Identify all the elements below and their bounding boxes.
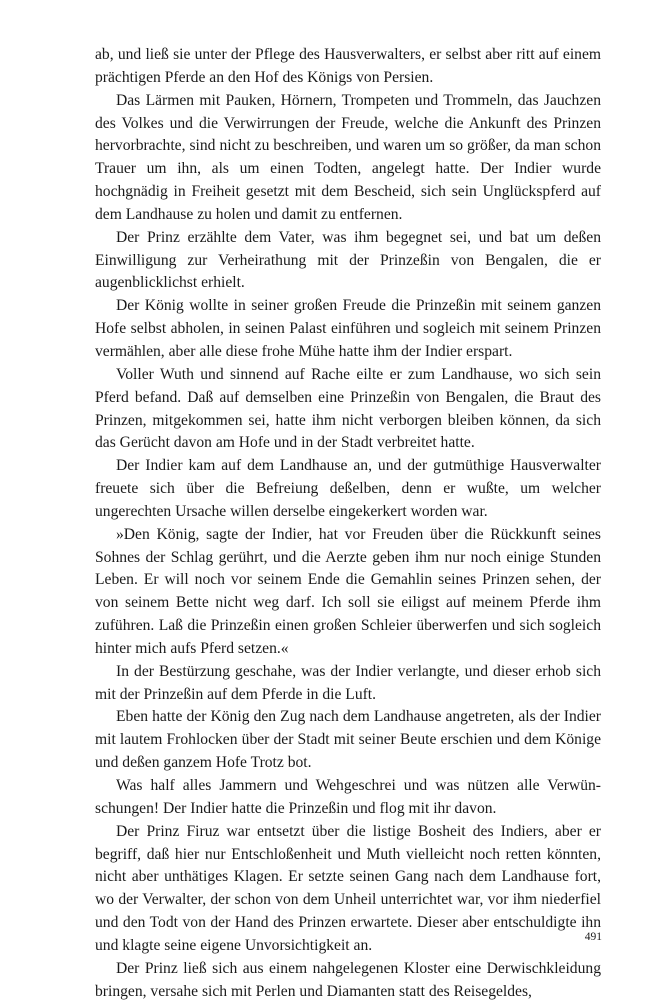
paragraph: ab, und ließ sie unter der Pflege des Hausverwalters, er selbst aber ritt auf einem prächtigen Pferde an den Hof des Königs von Persien.: [95, 46, 601, 86]
paragraph: Voller Wuth und sinnend auf Rache eilte er zum Landhause, wo sich sein Pferd befand. Daß auf demselben eine Prinzeßin von Bengalen, die Braut des Prinzen, mitgekommen sei, hatte ihm nicht verborgen bleiben können, da sich das Gerücht davon am Hofe und in der Stadt verbreitet hatte.: [95, 365, 601, 452]
paragraph: In der Bestürzung geschahe, was der Indier verlangte, und dieser erhob sich mit der Prinzeßin auf dem Pferde in die Luft.: [95, 662, 601, 703]
paragraph: Der Prinz ließ sich aus einem nahgelegenen Kloster eine Derwischkleidung bringen, versahe sich mit Perlen und Diamanten statt des Reisegeldes,: [95, 959, 601, 1000]
paragraph: Der Prinz erzählte dem Vater, was ihm begegnet sei, und bat um deßen Einwilligung zur Verheirathung mit der Prinzeßin von Bengalen, die er augenblicklichst erhielt.: [95, 228, 601, 292]
page-number: 491: [584, 931, 602, 943]
paragraph: Der Prinz Firuz war entsetzt über die listige Bosheit des Indiers, aber er begriff, daß hier nur Entschloßenheit und Muth vielleicht noch retten könnten, nicht aber unthätiges Klagen. Er setzte seinen Gang nach dem Landhause fort, wo der Verwalter, der schon von dem Unheil unterrichtet war, vor ihm niederfiel und den Todt von der Hand des Prinzen erwartete. Dieser aber entschuldigte ihn und klagte seine eigene Unvorsichtigkeit an.: [95, 822, 601, 954]
body-text: [95, 44, 601, 1003]
paragraph: »Den König, sagte der Indier, hat vor Freuden über die Rückkunft seines Sohnes der Schlag gerührt, und die Aerzte geben ihm nur noch einige Stunden Leben. Er will noch vor seinem Ende die Gemahlin seines Prinzen sehen, der von seinem Bette nicht weg darf. Ich soll sie eiligst auf meinem Pferde ihm zuführen. Laß die Prinzeßin einen großen Schleier überwerfen und sich sogleich hinter mich aufs Pferd setzen.«: [95, 525, 601, 657]
paragraph: Der Indier kam auf dem Landhause an, und der gutmüthige Hausverwalter freuete sich über die Befreiung deßelben, denn er wußte, um welcher ungerechten Ursache willen derselbe eingekerkert worden war.: [95, 457, 601, 520]
paragraph: Der König wollte in seiner großen Freude die Prinzeßin mit seinem ganzen Hofe selbst abholen, in seinen Palast einführen und sogleich mit seinem Prinzen vermählen, aber alle diese frohe Mühe hatte ihm der Indier erspart.: [95, 297, 601, 360]
paragraph: Was half alles Jammern und Wehgeschrei und was nützen alle Verwünschungen! Der Indier hatte die Prinzeßin und flog mit ihr davon.: [95, 777, 601, 817]
paragraph: Das Lärmen mit Pauken, Hörnern, Trompeten und Trommeln, das Jauchzen des Volkes und die Verwirrungen der Freude, welche die Ankunft des Prinzen hervorbrachte, sind nicht zu beschreiben, und waren um so größer, da man schon Trauer um ihn, als um einen Todten, angelegt hatte. Der Indier wurde hochgnädig in Freiheit gesetzt mit dem Bescheid, sich sein Unglückspferd auf dem Landhause zu holen und damit zu entfernen.: [95, 91, 601, 223]
paragraph: Eben hatte der König den Zug nach dem Landhause angetreten, als der Indier mit lautem Frohlocken über der Stadt mit seiner Beute erschien und dem Könige und deßen ganzem Hofe Trotz bot.: [95, 708, 601, 772]
